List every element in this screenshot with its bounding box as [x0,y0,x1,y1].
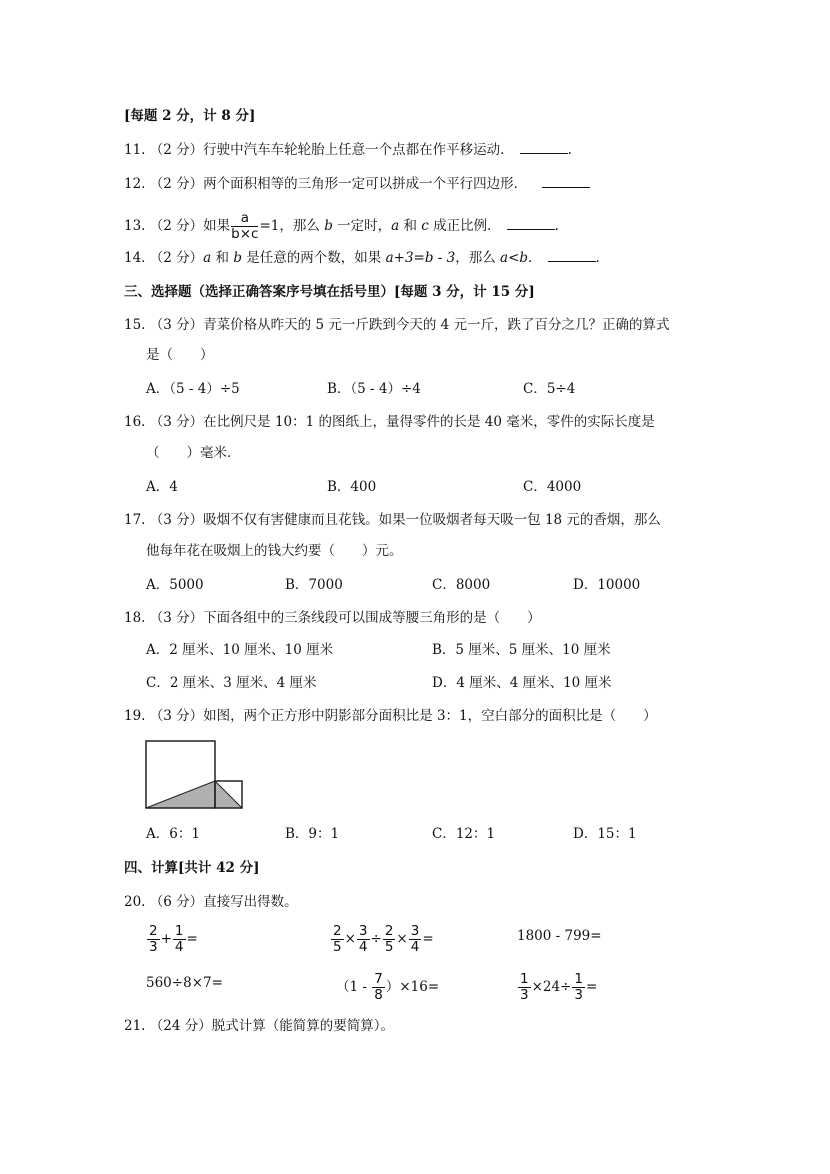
operator: × [396,931,408,947]
q-end: . [595,250,600,266]
fraction [409,924,422,955]
denominator: 4 [358,939,368,955]
numerator: 2 [333,923,342,939]
fraction [231,211,258,242]
option-a[interactable]: A．（5 - 4）÷5 [146,381,240,397]
option-a[interactable]: A．6：1 [146,826,200,842]
option-d[interactable]: D．4 厘米、4 厘米、10 厘米 [432,675,612,691]
q-text: 是任意的两个数，如果 [241,250,386,266]
question-14 [124,248,600,268]
q-text: 一定时， [332,218,392,234]
section-header: [每题 2 分，计 8 分] [124,108,256,124]
q-number: 20. [124,894,146,910]
numerator: 7 [374,971,383,987]
fraction [572,972,585,1003]
var: a [391,218,400,234]
var: b [233,250,242,266]
option-d[interactable]: D．10000 [573,577,641,593]
option-a[interactable]: A．5000 [146,577,204,593]
question-11 [124,140,572,160]
numerator: 3 [358,923,368,939]
q-text: （24 分）脱式计算（能简算的要简算）。 [149,1018,395,1034]
q-number: 14. [124,250,146,266]
q-text: （2 分）如果 [149,218,231,234]
answer-blank[interactable] [542,175,590,188]
equals: = [186,931,198,947]
expr-text: （1 - [336,979,372,995]
q-end: . [554,218,559,234]
denominator: 8 [374,987,383,1003]
q-number: 11. [124,142,146,158]
numerator: 2 [149,923,158,939]
question-16 [124,412,655,432]
q-number: 19. [124,708,146,724]
expr-text: ）×16= [385,979,440,995]
expr-text: ×24÷ [531,979,572,995]
var: b [324,218,333,234]
fraction [357,924,370,955]
numerator: 1 [520,971,529,987]
expr-4: 560÷8×7= [146,975,223,991]
expr-6 [517,970,597,1004]
option-b[interactable]: B．7000 [285,577,343,593]
option-d[interactable]: D．15：1 [573,826,637,842]
option-c[interactable]: C．5÷4 [523,381,576,397]
squares-figure [140,735,250,815]
option-b[interactable]: B．9：1 [285,826,340,842]
question-21 [124,1016,394,1036]
q-text: （ ）毫米． [146,445,241,461]
equals: = [422,931,434,947]
numerator: 1 [574,971,583,987]
option-c[interactable]: C．8000 [432,577,491,593]
q-text: （2 分） [149,250,204,266]
denominator: 3 [520,987,529,1003]
option-a[interactable]: A．4 [146,479,178,495]
fraction [331,924,344,955]
q-number: 18. [124,610,146,626]
denominator: 4 [410,939,420,955]
q-text: 是（ ） [146,347,214,363]
question-15 [124,315,670,335]
denominator: 3 [149,939,158,955]
q-text: （3 分）如图，两个正方形中阴影部分面积比是 3：1，空白部分的面积比是（ ） [149,708,657,724]
operator: ÷ [370,931,382,947]
fraction [372,972,385,1003]
q-text: （6 分）直接写出得数。 [149,894,298,910]
option-b[interactable]: B．400 [327,479,377,495]
expr-5 [336,970,439,1004]
q-number: 21. [124,1018,146,1034]
answer-blank[interactable] [520,141,568,154]
q-text: （2 分）两个面积相等的三角形一定可以拼成一个平行四边形． [149,176,528,192]
denominator: b×c [231,226,259,242]
q-text: （3 分）青菜价格从昨天的 5 元一斤跌到今天的 4 元一斤，跌了百分之几？正确的算式 [149,317,670,333]
question-18 [124,608,541,628]
q-text: =1，那么 [259,218,325,234]
fraction [173,924,186,955]
q-text: 和 [211,250,234,266]
question-12 [124,174,590,194]
expr-2 [330,922,434,956]
option-a[interactable]: A．2 厘米、10 厘米、10 厘米 [146,642,334,658]
section-header: 四、计算[共计 42 分] [124,860,260,876]
option-c[interactable]: C．12：1 [432,826,496,842]
numerator: 2 [384,923,394,939]
expr-3: 1800 - 799= [517,928,602,944]
fraction [518,972,531,1003]
shaded-triangle [146,781,242,808]
q-text: 和 [399,218,422,234]
q-number: 16. [124,414,146,430]
q-number: 17. [124,512,146,528]
numerator: 1 [174,923,184,939]
question-20 [124,892,298,912]
operator: × [344,931,356,947]
question-19 [124,706,657,726]
q-text: （3 分）在比例尺是 10：1 的图纸上，量得零件的长是 40 毫米，零件的实际长度是 [149,414,655,430]
answer-blank[interactable] [507,217,555,230]
var: a [203,250,212,266]
option-b[interactable]: B．5 厘米、5 厘米、10 厘米 [432,642,611,658]
expr-1 [146,922,198,956]
q-text: 成正比例． [428,218,501,234]
denominator: 5 [333,939,342,955]
numerator: 3 [410,923,420,939]
operator: + [160,931,172,947]
q-text: 他每年花在吸烟上的钱大约要（ ）元。 [146,543,403,559]
equals: = [586,979,598,995]
q-number: 13. [124,218,146,234]
question-13 [124,211,559,242]
q-end: . [567,142,572,158]
denominator: 3 [574,987,583,1003]
question-17 [124,510,661,530]
var: c [421,218,429,234]
expr: a+3=b - 3 [385,250,456,266]
q-text: （3 分）下面各组中的三条线段可以围成等腰三角形的是（ ） [149,610,541,626]
q-text: （2 分）行驶中汽车车轮轮胎上任意一个点都在作平移运动． [149,142,514,158]
fraction [147,924,160,955]
q-number: 12. [124,176,146,192]
q-text: ，那么 [455,250,501,266]
q-text: ． [528,250,542,266]
numerator: a [231,211,258,227]
denominator: 4 [174,939,184,955]
q-number: 15. [124,317,146,333]
q-text: （3 分）吸烟不仅有害健康而且花钱。如果一位吸烟者每天吸一包 18 元的香烟，那么 [149,512,661,528]
section-header: 三、选择题（选择正确答案序号填在括号里）[每题 3 分，计 15 分] [124,284,535,300]
denominator: 5 [384,939,394,955]
fraction [383,924,396,955]
option-b[interactable]: B．（5 - 4）÷4 [327,381,421,397]
option-c[interactable]: C．2 厘米、3 厘米、4 厘米 [146,675,317,691]
answer-blank[interactable] [548,249,596,262]
option-c[interactable]: C．4000 [523,479,582,495]
expr: a<b [500,250,529,266]
